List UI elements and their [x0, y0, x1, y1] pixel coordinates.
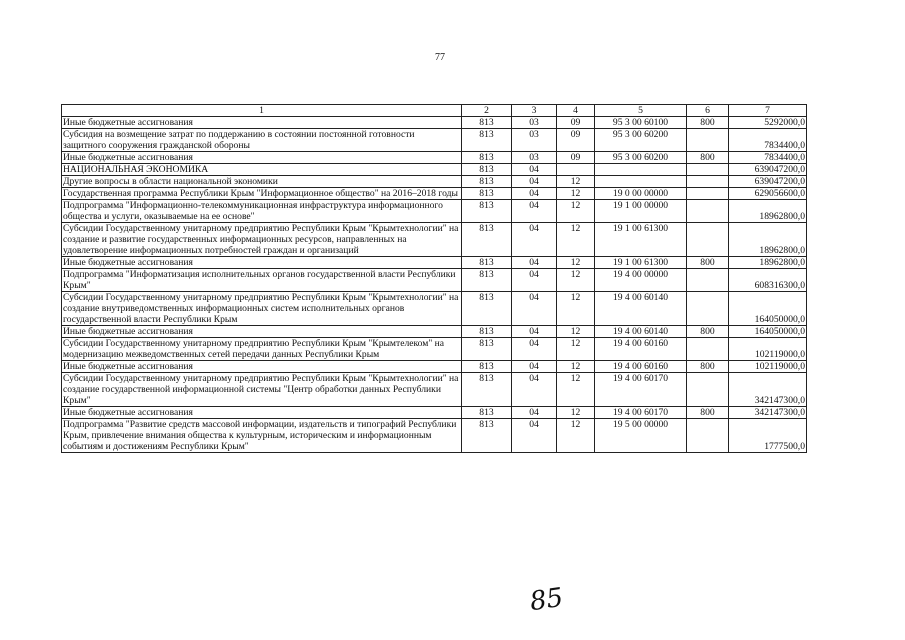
- table-row: [62, 338, 807, 361]
- row-code-cell-4: 09: [557, 129, 595, 152]
- header-cell-7: 7: [729, 105, 807, 117]
- row-amount-cell: 5292000,0: [729, 117, 807, 129]
- row-code-cell-4: 12: [557, 188, 595, 200]
- row-code-cell-3: 04: [512, 373, 557, 407]
- row-amount-cell: 18962800,0: [729, 257, 807, 269]
- header-row: [62, 105, 807, 117]
- row-code-cell-2: 813: [462, 257, 512, 269]
- row-amount-cell: 102119000,0: [729, 338, 807, 361]
- row-code-cell-2: 813: [462, 338, 512, 361]
- row-code-cell-5: [595, 176, 687, 188]
- row-code-cell-4: 12: [557, 361, 595, 373]
- row-name-cell: НАЦИОНАЛЬНАЯ ЭКОНОМИКА: [62, 164, 462, 176]
- table-row: [62, 257, 807, 269]
- row-code-cell-6: [687, 269, 729, 292]
- row-code-cell-3: 04: [512, 419, 557, 453]
- row-code-cell-6: [687, 188, 729, 200]
- row-amount-cell: 7834400,0: [729, 152, 807, 164]
- row-code-cell-6: [687, 292, 729, 326]
- table-row: [62, 407, 807, 419]
- row-code-cell-3: 04: [512, 257, 557, 269]
- table-row: [62, 292, 807, 326]
- row-code-cell-3: 04: [512, 223, 557, 257]
- row-amount-cell: 164050000,0: [729, 326, 807, 338]
- row-name-cell: Другие вопросы в области национальной экономики: [62, 176, 462, 188]
- row-code-cell-2: 813: [462, 373, 512, 407]
- row-code-cell-5: 19 1 00 61300: [595, 257, 687, 269]
- row-code-cell-2: 813: [462, 361, 512, 373]
- row-code-cell-5: 19 1 00 00000: [595, 200, 687, 223]
- handwritten-page-mark: 85: [528, 582, 566, 618]
- row-code-cell-3: 04: [512, 326, 557, 338]
- row-name-cell: Иные бюджетные ассигнования: [62, 257, 462, 269]
- row-code-cell-3: 04: [512, 188, 557, 200]
- row-code-cell-4: 12: [557, 407, 595, 419]
- row-name-cell: Субсидии Государственному унитарному предприятию Республики Крым "Крымтехнологии" на создание и развитие государственных информационных ресурсов, направленных на удовлетворение информационных потребностей граждан и организаций: [62, 223, 462, 257]
- row-amount-cell: 1777500,0: [729, 419, 807, 453]
- row-code-cell-2: 813: [462, 269, 512, 292]
- row-code-cell-3: 03: [512, 129, 557, 152]
- row-amount-cell: 164050000,0: [729, 292, 807, 326]
- row-code-cell-6: [687, 176, 729, 188]
- row-code-cell-6: 800: [687, 257, 729, 269]
- row-code-cell-3: 04: [512, 292, 557, 326]
- row-code-cell-5: 19 4 00 60160: [595, 338, 687, 361]
- row-code-cell-5: 19 4 00 60170: [595, 373, 687, 407]
- row-code-cell-4: 12: [557, 338, 595, 361]
- row-code-cell-4: 12: [557, 269, 595, 292]
- row-code-cell-5: 19 4 00 00000: [595, 269, 687, 292]
- row-amount-cell: 18962800,0: [729, 200, 807, 223]
- row-code-cell-4: 09: [557, 152, 595, 164]
- table-row: [62, 419, 807, 453]
- row-code-cell-6: [687, 223, 729, 257]
- header-cell-1: 1: [62, 105, 462, 117]
- row-code-cell-3: 04: [512, 407, 557, 419]
- header-cell-4: 4: [557, 105, 595, 117]
- row-amount-cell: 7834400,0: [729, 129, 807, 152]
- row-amount-cell: 608316300,0: [729, 269, 807, 292]
- row-code-cell-2: 813: [462, 292, 512, 326]
- table-row: [62, 129, 807, 152]
- row-code-cell-5: 19 0 00 00000: [595, 188, 687, 200]
- row-code-cell-5: 19 1 00 61300: [595, 223, 687, 257]
- row-amount-cell: 102119000,0: [729, 361, 807, 373]
- row-code-cell-3: 03: [512, 117, 557, 129]
- row-code-cell-4: 12: [557, 419, 595, 453]
- row-code-cell-6: [687, 338, 729, 361]
- row-code-cell-2: 813: [462, 152, 512, 164]
- row-name-cell: Иные бюджетные ассигнования: [62, 152, 462, 164]
- row-code-cell-5: 95 3 00 60100: [595, 117, 687, 129]
- row-name-cell: Субсидия на возмещение затрат по поддержанию в состоянии постоянной готовности защитного сооружения гражданской обороны: [62, 129, 462, 152]
- row-code-cell-6: [687, 373, 729, 407]
- row-code-cell-6: 800: [687, 407, 729, 419]
- row-name-cell: Субсидии Государственному унитарному предприятию Республики Крым "Крымтехнологии" на создание внутриведомственных информационных систем исполнительных органов государственной власти Республики Крым: [62, 292, 462, 326]
- row-code-cell-3: 03: [512, 152, 557, 164]
- budget-table: [61, 104, 807, 453]
- table-row: [62, 200, 807, 223]
- row-code-cell-4: 12: [557, 373, 595, 407]
- row-code-cell-2: 813: [462, 223, 512, 257]
- row-code-cell-5: 19 4 00 60160: [595, 361, 687, 373]
- row-code-cell-3: 04: [512, 361, 557, 373]
- table-row: [62, 164, 807, 176]
- row-code-cell-4: [557, 164, 595, 176]
- header-cell-2: 2: [462, 105, 512, 117]
- row-code-cell-5: 19 4 00 60140: [595, 292, 687, 326]
- row-code-cell-2: 813: [462, 407, 512, 419]
- row-code-cell-2: 813: [462, 419, 512, 453]
- page-number: 77: [435, 52, 445, 63]
- table-row: [62, 188, 807, 200]
- row-code-cell-6: [687, 164, 729, 176]
- row-name-cell: Иные бюджетные ассигнования: [62, 117, 462, 129]
- row-code-cell-5: 19 5 00 00000: [595, 419, 687, 453]
- row-code-cell-2: 813: [462, 164, 512, 176]
- row-code-cell-5: 19 4 00 60140: [595, 326, 687, 338]
- row-amount-cell: 342147300,0: [729, 407, 807, 419]
- row-code-cell-6: [687, 129, 729, 152]
- row-code-cell-6: 800: [687, 117, 729, 129]
- row-code-cell-2: 813: [462, 188, 512, 200]
- row-name-cell: Субсидии Государственному унитарному предприятию Республики Крым "Крымтелеком" на модернизацию межведомственных сетей передачи данных Республики Крым: [62, 338, 462, 361]
- row-name-cell: Подпрограмма "Информатизация исполнительных органов государственной власти Республики Крым": [62, 269, 462, 292]
- row-code-cell-5: [595, 164, 687, 176]
- row-code-cell-4: 09: [557, 117, 595, 129]
- row-name-cell: Иные бюджетные ассигнования: [62, 326, 462, 338]
- row-code-cell-4: 12: [557, 176, 595, 188]
- row-name-cell: Подпрограмма "Развитие средств массовой информации, издательств и типографий Республики Крым, привлечение внимания общества к культурным, историческим и информационным событиям и достижениям Республики Крым": [62, 419, 462, 453]
- row-code-cell-4: 12: [557, 223, 595, 257]
- row-code-cell-4: 12: [557, 200, 595, 223]
- row-code-cell-6: [687, 419, 729, 453]
- table-row: [62, 117, 807, 129]
- header-cell-5: 5: [595, 105, 687, 117]
- row-name-cell: Иные бюджетные ассигнования: [62, 361, 462, 373]
- row-name-cell: Субсидии Государственному унитарному предприятию Республики Крым "Крымтехнологии" на создание государственной информационной системы "Центр обработки данных Республики Крым": [62, 373, 462, 407]
- row-code-cell-2: 813: [462, 326, 512, 338]
- header-cell-6: 6: [687, 105, 729, 117]
- row-code-cell-4: 12: [557, 257, 595, 269]
- row-code-cell-2: 813: [462, 117, 512, 129]
- row-name-cell: Подпрограмма "Информационно-телекоммуникационная инфраструктура информационного общества и услуги, оказываемые на ее основе": [62, 200, 462, 223]
- row-code-cell-5: 19 4 00 60170: [595, 407, 687, 419]
- table-row: [62, 361, 807, 373]
- header-cell-3: 3: [512, 105, 557, 117]
- row-code-cell-2: 813: [462, 200, 512, 223]
- row-code-cell-4: 12: [557, 292, 595, 326]
- row-amount-cell: 639047200,0: [729, 176, 807, 188]
- table-row: [62, 176, 807, 188]
- row-code-cell-3: 04: [512, 164, 557, 176]
- table-row: [62, 326, 807, 338]
- row-amount-cell: 342147300,0: [729, 373, 807, 407]
- row-code-cell-3: 04: [512, 200, 557, 223]
- table-row: [62, 223, 807, 257]
- row-name-cell: Иные бюджетные ассигнования: [62, 407, 462, 419]
- table-row: [62, 152, 807, 164]
- row-code-cell-2: 813: [462, 176, 512, 188]
- row-code-cell-6: 800: [687, 326, 729, 338]
- row-code-cell-2: 813: [462, 129, 512, 152]
- table-body: [62, 105, 807, 453]
- row-amount-cell: 639047200,0: [729, 164, 807, 176]
- row-name-cell: Государственная программа Республики Крым "Информационное общество" на 2016–2018 годы: [62, 188, 462, 200]
- row-code-cell-5: 95 3 00 60200: [595, 152, 687, 164]
- row-code-cell-6: [687, 200, 729, 223]
- row-code-cell-4: 12: [557, 326, 595, 338]
- row-code-cell-6: 800: [687, 152, 729, 164]
- row-code-cell-3: 04: [512, 338, 557, 361]
- row-code-cell-6: 800: [687, 361, 729, 373]
- row-amount-cell: 18962800,0: [729, 223, 807, 257]
- row-code-cell-3: 04: [512, 269, 557, 292]
- table-row: [62, 269, 807, 292]
- table-row: [62, 373, 807, 407]
- row-code-cell-5: 95 3 00 60200: [595, 129, 687, 152]
- row-code-cell-3: 04: [512, 176, 557, 188]
- row-amount-cell: 629056600,0: [729, 188, 807, 200]
